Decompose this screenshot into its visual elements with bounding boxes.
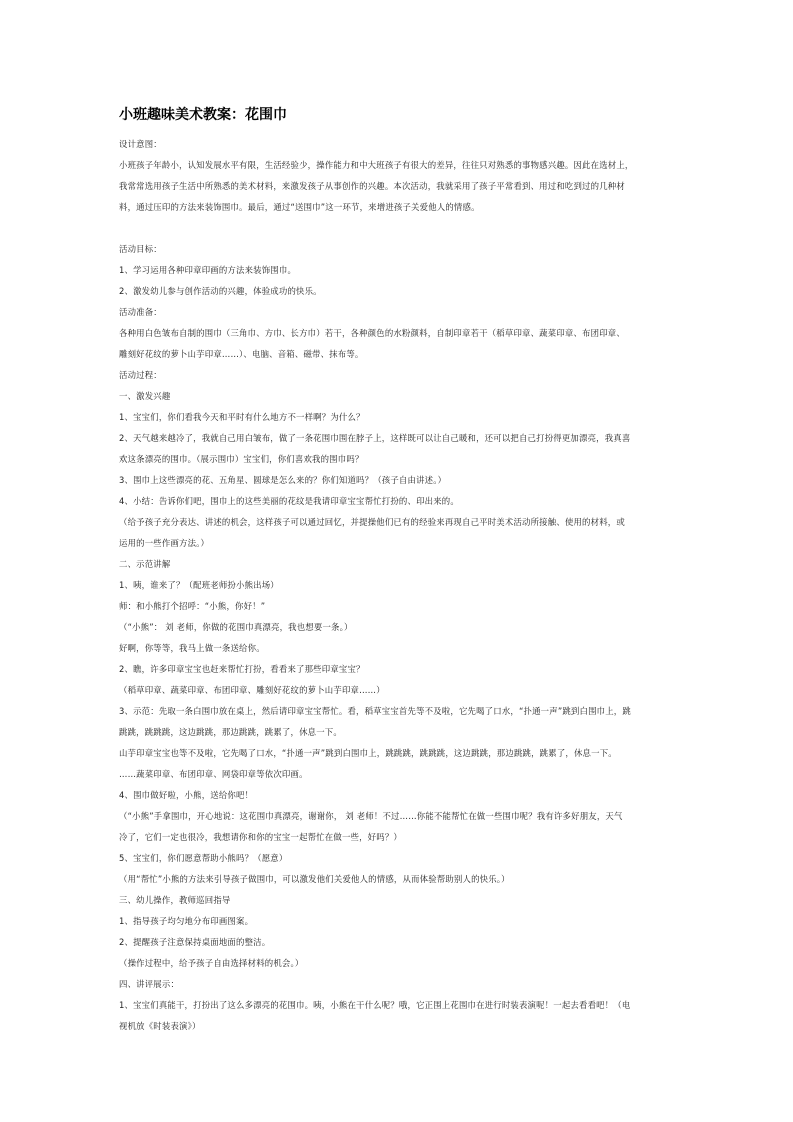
paragraph-line: 1、指导孩子均匀地分布印画图案。 (119, 916, 254, 926)
paragraph-line: 三、幼儿操作，教师巡回指导 (119, 895, 231, 905)
paragraph-line: 冷了，它们一定也很冷，我想请你和你的宝宝一起帮忙在做一些，好吗？） (119, 832, 402, 842)
paragraph-line: 各种用白色皱布自制的围巾（三角巾、方巾、长方巾）若干，各种颜色的水粉颜料，自制印章若干（稻草印章、蔬菜印章、布团印章、 (119, 328, 625, 338)
blank-line (119, 218, 679, 239)
paragraph-line: 师：和小熊打个招呼：“小熊，你好！” (119, 601, 266, 611)
paragraph-line: （稻草印章、蔬菜印章、布团印章、雕刻好花纹的萝卜山芋印章……） (119, 685, 385, 695)
paragraph-line: 跳跳，跳跳跳，这边跳跳，那边跳跳，跳累了，休息一下。 (119, 727, 342, 737)
paragraph-line: 2、激发幼儿参与创作活动的兴趣，体验成功的快乐。 (119, 286, 322, 296)
paragraph-line: （“小熊”手拿围巾，开心地说：这花围巾真漂亮，谢谢你， 刘 老师！不过……你能不能帮忙在做一些围巾呢？我有许多好朋友，天气 (119, 811, 623, 821)
paragraph-line: 1、咦，谁来了？（配班老师扮小熊出场） (119, 580, 279, 590)
paragraph-line: 活动过程： (119, 370, 162, 380)
paragraph-line: 活动目标： (119, 244, 162, 254)
paragraph-line: 小班孩子年龄小，认知发展水平有限，生活经验少，操作能力和中大班孩子有很大的差异，往往只对熟悉的事物感兴趣。因此在选材上， (119, 160, 634, 170)
paragraph-line: 雕刻好花纹的萝卜山芋印章……）、电脑、音箱、磁带、抹布等。 (119, 349, 364, 359)
paragraph-line: （用“帮忙”小熊的方法来引导孩子做围巾，可以激发他们关爱他人的情感，从而体验帮助别人的快乐。） (119, 874, 510, 884)
paragraph-line: 3、围巾上这些漂亮的花、五角星、圆球是怎么来的？你们知道吗？（孩子自由讲述。） (119, 475, 447, 485)
paragraph-line: 4、小结：告诉你们吧，围巾上的这些美丽的花纹是我请印章宝宝帮忙打扮的、印出来的。 (119, 496, 459, 506)
paragraph-line: 一、激发兴趣 (119, 391, 171, 401)
paragraph-line: 设计意图： (119, 139, 162, 149)
paragraph-line: 山芋印章宝宝也等不及啦，它先喝了口水，“扑通一声”跳到白围巾上，跳跳跳，跳跳跳，这边跳跳，那边跳跳，跳累了，休息一下。 (119, 748, 617, 758)
paragraph-line: 3、示范：先取一条白围巾放在桌上，然后请印章宝宝帮忙。看，稻草宝宝首先等不及啦，它先喝了口水，“扑通一声”跳到白围巾上，跳 (119, 706, 631, 716)
document-title: 小班趣味美术教案：花围巾 (119, 107, 287, 123)
paragraph-line: 运用的一些作画方法。） (119, 538, 210, 548)
paragraph-line: 二、示范讲解 (119, 559, 171, 569)
paragraph-line: 料，通过压印的方法来装饰围巾。最后，通过“送围巾”这一环节，来增进孩子关爱他人的情感。 (119, 202, 480, 212)
paragraph-line: ……蔬菜印章、布团印章、网袋印章等依次印画。 (119, 769, 308, 779)
paragraph-line: 我常常选用孩子生活中所熟悉的美术材料，来激发孩子从事创作的兴趣。本次活动，我就采用了孩子平常看到、用过和吃到过的几种材 (119, 181, 625, 191)
paragraph-line: 1、学习运用各种印章印画的方法来装饰围巾。 (119, 265, 297, 275)
paragraph-list (119, 134, 679, 1037)
paragraph-line: 1、宝宝们真能干，打扮出了这么多漂亮的花围巾。咦，小熊在干什么呢？哦，它正围上花围巾在进行时装表演呢！一起去看看吧！（电 (119, 1000, 631, 1010)
paragraph-line: 4、围巾做好啦，小熊，送给你吧！ (119, 790, 254, 800)
paragraph-line: 视机放《时装表演》） (119, 1021, 201, 1031)
paragraph-line: （给予孩子充分表达、讲述的机会，这样孩子可以通过回忆，并提操他们已有的经验来再现自己平时美术活动所接触、使用的材料，或 (119, 517, 625, 527)
paragraph-line: （“小熊”： 刘 老师，你做的花围巾真漂亮，我也想要一条。） (119, 622, 353, 632)
paragraph-line: 2、瞧，许多印章宝宝也赶来帮忙打扮，看看来了那些印章宝宝？ (119, 664, 365, 674)
paragraph-line: 活动准备： (119, 307, 162, 317)
paragraph-line: 欢这条漂亮的围巾。（展示围巾）宝宝们，你们喜欢我的围巾吗？ (119, 454, 364, 464)
paragraph-line: 5、宝宝们，你们愿意帮助小熊吗？（愿意） (119, 853, 288, 863)
paragraph-line: （操作过程中，给予孩子自由选择材料的机会。） (119, 958, 304, 968)
document-body (119, 104, 679, 1037)
paragraph-line: 四、讲评展示： (119, 979, 180, 989)
paragraph-line: 2、提醒孩子注意保持桌面地面的整洁。 (119, 937, 271, 947)
paragraph-line: 1、宝宝们，你们看我今天和平时有什么地方不一样啊？为什么？ (119, 412, 365, 422)
paragraph-line: 好啊，你等等，我马上做一条送给你。 (119, 643, 265, 653)
paragraph-line: 2、天气越来越冷了，我就自己用白皱布，做了一条花围巾围在脖子上，这样既可以让自己暖和，还可以把自己打扮得更加漂亮，我真喜 (119, 433, 631, 443)
